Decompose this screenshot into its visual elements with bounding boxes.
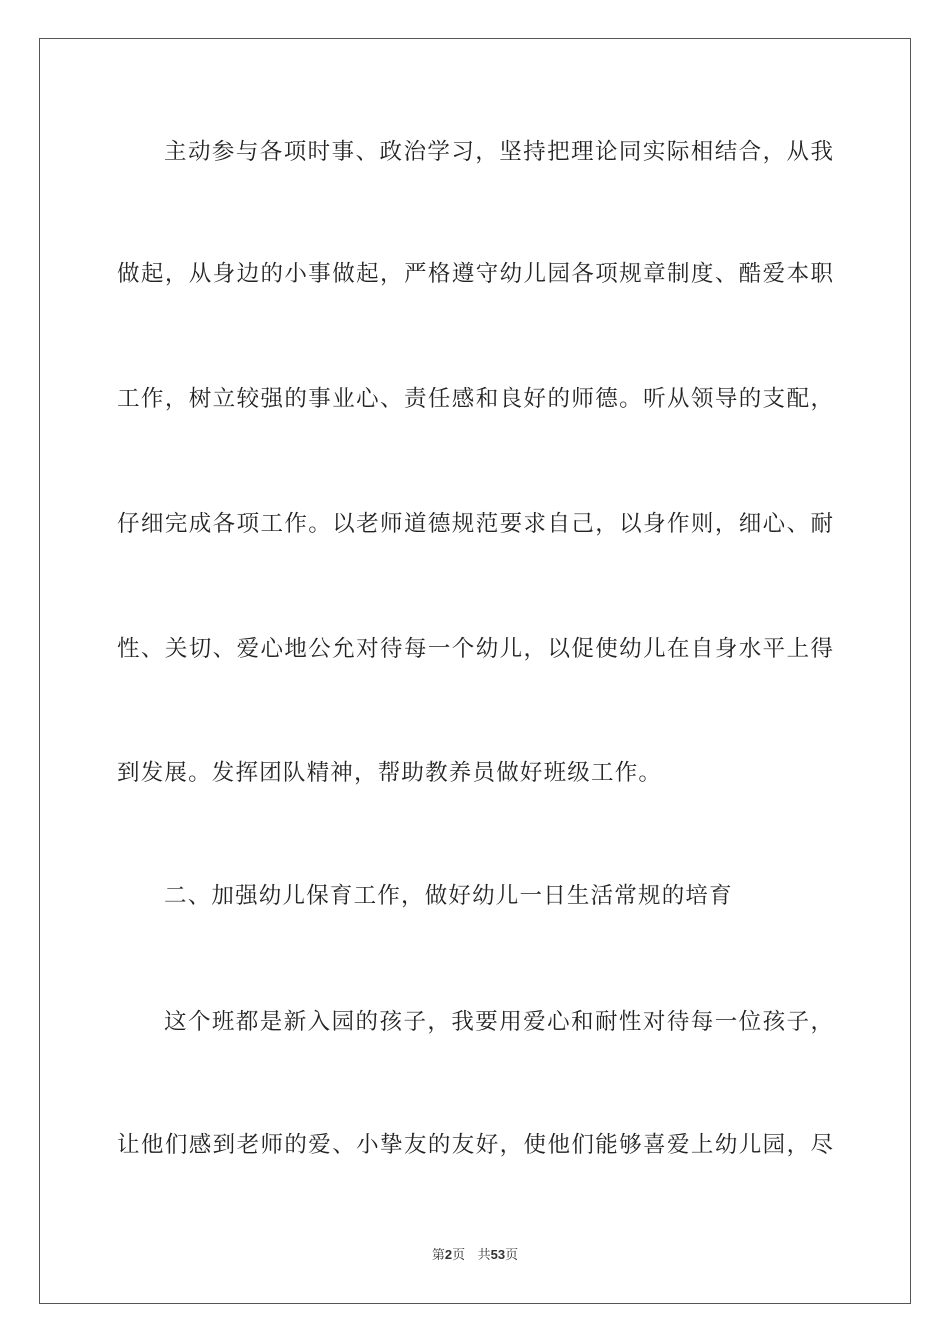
footer-total-pages: 53 (490, 1247, 506, 1262)
section-heading: 二、加强幼儿保育工作，做好幼儿一日生活常规的培育 (164, 883, 733, 909)
text-line-2: 做起，从身边的小事做起，严格遵守幼儿园各项规章制度、酷爱本职 (117, 261, 833, 287)
footer-page-number: 2 (444, 1247, 453, 1262)
footer-total-suffix: 页 (505, 1248, 519, 1263)
text-line-8: 这个班都是新入园的孩子，我要用爱心和耐性对待每一位孩子， (164, 1009, 833, 1035)
page-footer (0, 1246, 950, 1265)
text-line-6: 到发展。发挥团队精神，帮助教养员做好班级工作。 (117, 760, 663, 786)
text-line-3: 工作，树立较强的事业心、责任感和良好的师德。听从领导的支配， (117, 386, 833, 412)
footer-total-prefix: 共 (477, 1248, 491, 1263)
footer-page-prefix: 第 (431, 1248, 445, 1263)
page-border (39, 38, 911, 1304)
text-line-4: 仔细完成各项工作。以老师道德规范要求自己，以身作则，细心、耐 (117, 511, 833, 537)
footer-page-suffix: 页 (452, 1248, 466, 1263)
text-line-5: 性、关切、爱心地公允对待每一个幼儿，以促使幼儿在自身水平上得 (117, 636, 833, 662)
text-line-9: 让他们感到老师的爱、小挚友的友好，使他们能够喜爱上幼儿园，尽 (117, 1132, 833, 1158)
text-line-1: 主动参与各项时事、政治学习，坚持把理论同实际相结合，从我 (164, 139, 833, 165)
